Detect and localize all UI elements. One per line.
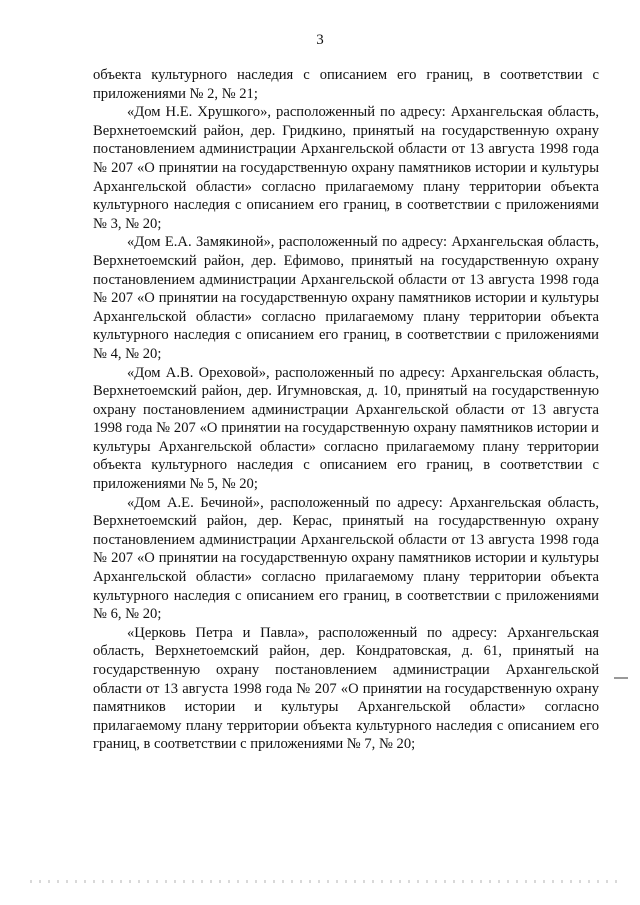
document-body [93,66,599,754]
paragraph-zamyakinoy-house: «Дом Е.А. Замякиной», расположенный по адресу: Архангельская область, Верхнетоемский район, дер. Ефимово, принятый на государственную охрану постановлением администрации Архангельской области от 13 августа 1998 года № 207 «О принятии на государственную охрану памятников истории и культуры Архангельской области» согласно прилагаемому плану территории объекта культурного наследия с описанием его границ, в соответствии с приложениями № 4, № 20; [93,234,599,362]
page-number: 3 [316,32,324,48]
paragraph-khrushkogo-house: «Дом Н.Е. Хрушкого», расположенный по адресу: Архангельская область, Верхнетоемский район, дер. Гридкино, принятый на государственную охрану постановлением администрации Архангельской области от 13 августа 1998 года № 207 «О принятии на государственную охрану памятников истории и культуры Архангельской области» согласно прилагаемому плану территории объекта культурного наследия с описанием его границ, в соответствии с приложениями № 3, № 20; [93,104,599,232]
scan-mark [614,677,628,679]
paragraph-orekhovoy-house: «Дом А.В. Ореховой», расположенный по адресу: Архангельская область, Верхнетоемский район, дер. Игумновская, д. 10, принятый на государственную охрану постановлением администрации Архангельской области от 13 августа 1998 года № 207 «О принятии на государственную охрану памятников истории и культуры Архангельской области» согласно прилагаемому плану территории объекта культурного наследия с описанием его границ, в соответствии с приложениями № 5, № 20; [93,364,599,493]
paragraph-bechinoy-house: «Дом А.Е. Бечиной», расположенный по адресу: Архангельская область, Верхнетоемский район, дер. Керас, принятый на государственную охрану постановлением администрации Архангельской области от 13 августа 1998 года № 207 «О принятии на государственную охрану памятников истории и культуры Архангельской области» согласно прилагаемому плану территории объекта культурного наследия с описанием его границ, в соответствии с приложениями № 6, № 20; [93,494,599,623]
scan-noise-line [30,880,620,883]
paragraph-church-peter-paul: «Церковь Петра и Павла», расположенный по адресу: Архангельская область, Верхнетоемский район, дер. Кондратовская, д. 61, принятый на государственную охрану постановлением администрации Архангельской области от 13 августа 1998 года № 207 «О принятии на государственную охрану памятников истории и культуры Архангельской области» согласно прилагаемому плану территории объекта культурного наследия с описанием его границ, в соответствии с приложениями № 7, № 20; [93,624,599,753]
paragraph-continuation: объекта культурного наследия с описанием его границ, в соответствии с приложениями № 2, № 21; [93,67,599,102]
